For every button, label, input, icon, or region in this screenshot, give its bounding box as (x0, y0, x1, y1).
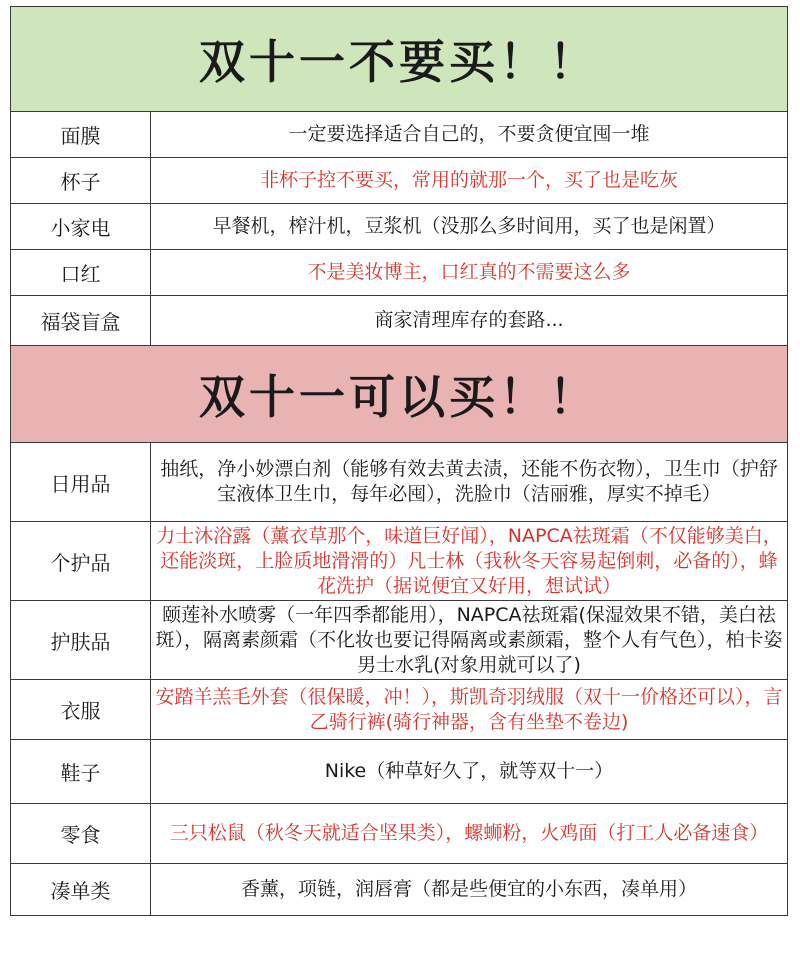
row-label: 衣服 (11, 680, 151, 740)
row-label: 小家电 (11, 204, 151, 250)
table-row (11, 864, 788, 916)
row-text: 早餐机，榨汁机，豆浆机（没那么多时间用，买了也是闲置） (151, 204, 788, 250)
row-text: 香薰，项链，润唇膏（都是些便宜的小东西，凑单用） (151, 864, 788, 916)
row-label: 口红 (11, 250, 151, 296)
row-label: 护肤品 (11, 601, 151, 680)
table-row (11, 443, 788, 522)
table-row (11, 204, 788, 250)
row-text: 不是美妆博主，口红真的不需要这么多 (151, 250, 788, 296)
table-row (11, 522, 788, 601)
row-label: 个护品 (11, 522, 151, 601)
row-text: 力士沐浴露（薰衣草那个，味道巨好闻），NAPCA祛斑霜（不仅能够美白，还能淡斑，上脸质地滑滑的）凡士林（我秋冬天容易起倒刺，必备的），蜂花洗护（据说便宜又好用，想试试） (151, 522, 788, 601)
row-label: 凑单类 (11, 864, 151, 916)
row-text: 非杯子控不要买，常用的就那一个，买了也是吃灰 (151, 158, 788, 204)
row-label: 杯子 (11, 158, 151, 204)
row-text: 三只松鼠（秋冬天就适合坚果类），螺蛳粉，火鸡面（打工人必备速食） (151, 804, 788, 864)
row-label: 零食 (11, 804, 151, 864)
can-buy-title: 双十一可以买！！ (11, 346, 788, 443)
row-text: 颐莲补水喷雾（一年四季都能用），NAPCA祛斑霜(保湿效果不错，美白祛斑），隔离素颜霜（不化妆也要记得隔离或素颜霜，整个人有气色），柏卡姿男士水乳(对象用就可以了) (151, 601, 788, 680)
row-label: 福袋盲盒 (11, 296, 151, 346)
can-buy-header-row (11, 346, 788, 443)
row-text: 商家清理库存的套路... (151, 296, 788, 346)
row-label: 鞋子 (11, 740, 151, 804)
shopping-guide-table (10, 6, 788, 916)
row-text: 抽纸，净小妙漂白剂（能够有效去黄去渍，还能不伤衣物），卫生巾（护舒宝液体卫生巾，每年必囤），洗脸巾（洁丽雅，厚实不掉毛） (151, 443, 788, 522)
row-text: 一定要选择适合自己的，不要贪便宜囤一堆 (151, 112, 788, 158)
row-text: 安踏羊羔毛外套（很保暖，冲！），斯凯奇羽绒服（双十一价格还可以），言乙骑行裤(骑行神器，含有坐垫不卷边) (151, 680, 788, 740)
table-row (11, 296, 788, 346)
dont-buy-title: 双十一不要买！！ (11, 7, 788, 112)
table-row (11, 112, 788, 158)
table-row (11, 740, 788, 804)
table-row (11, 250, 788, 296)
table-row (11, 804, 788, 864)
row-text: Nike（种草好久了，就等双十一） (151, 740, 788, 804)
table-row (11, 601, 788, 680)
table-row (11, 680, 788, 740)
dont-buy-header-row (11, 7, 788, 112)
row-label: 日用品 (11, 443, 151, 522)
row-label: 面膜 (11, 112, 151, 158)
table-row (11, 158, 788, 204)
